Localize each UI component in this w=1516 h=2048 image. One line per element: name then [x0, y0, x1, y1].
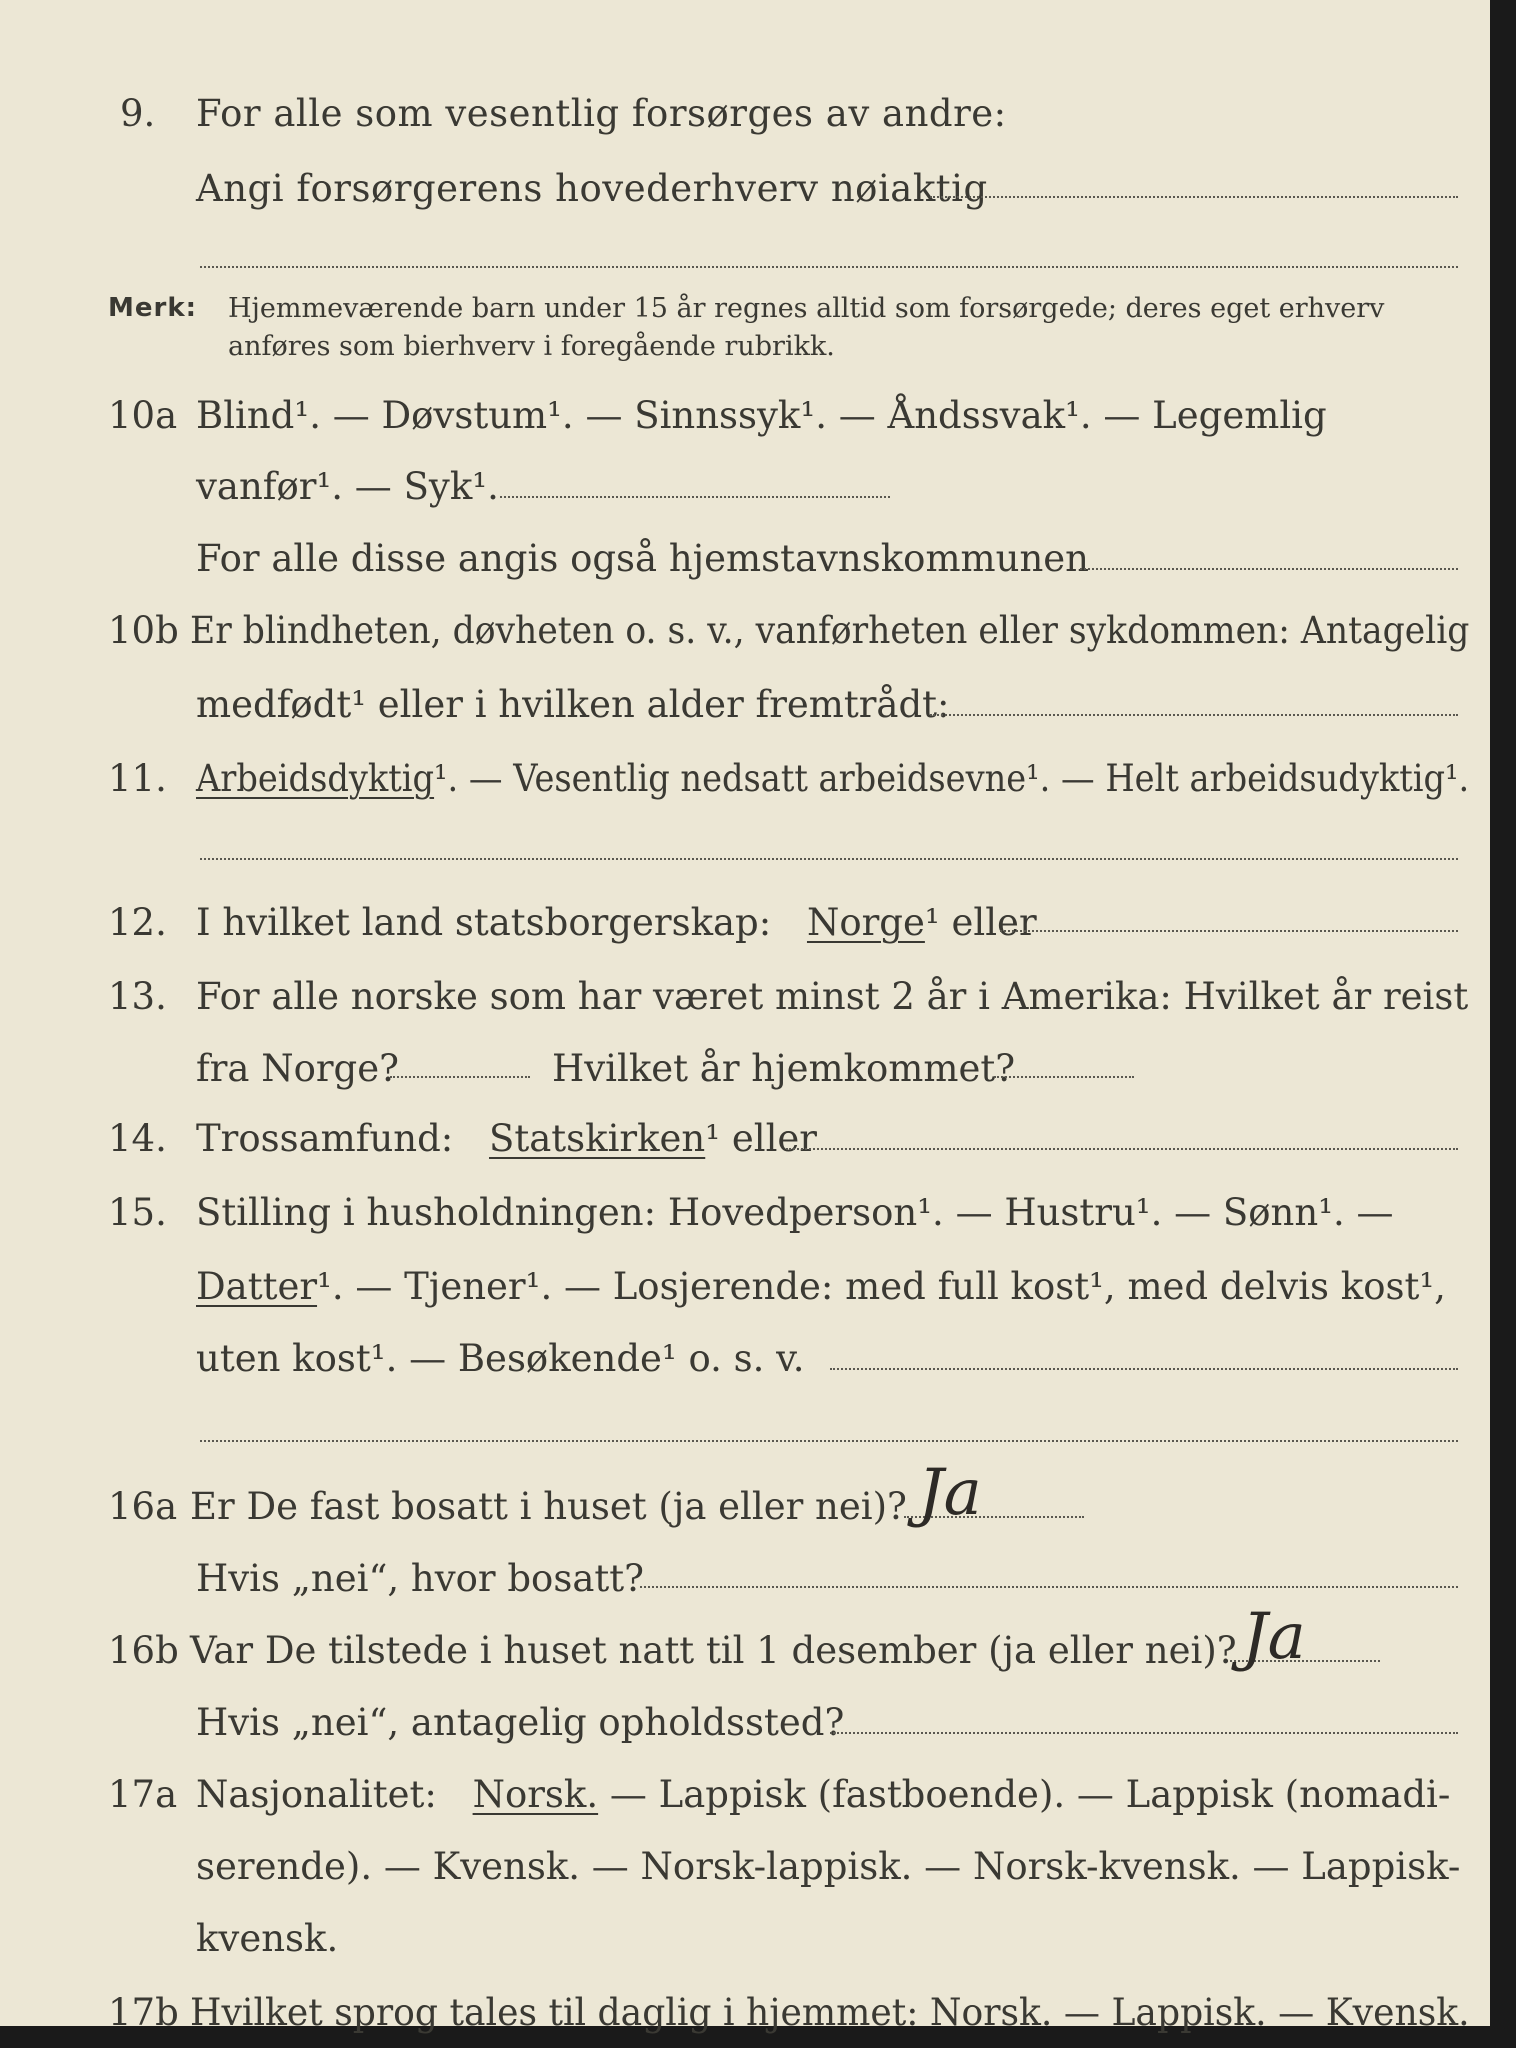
q9-line1: For alle som vesentlig forsørges av andre: — [196, 92, 1007, 135]
q16a-line1: Er De fast bosatt i huset (ja eller nei)? — [190, 1485, 907, 1528]
q17b-number: 17b — [108, 1991, 179, 2034]
q13-line2a: fra Norge? — [196, 1047, 399, 1090]
q17a-pre: Nasjonalitet: — [196, 1773, 437, 1816]
merk-line2: anføres som bierhverv i foregående rubrikk. — [228, 331, 835, 362]
q12-text — [196, 901, 1037, 944]
q16b-line2: Hvis „nei“, antagelig opholdssted? — [196, 1701, 845, 1744]
q12-answer-line — [1000, 930, 1458, 932]
q17a-line1-rest: — Lappisk (fastboende). — Lappisk (nomadi- — [609, 1773, 1451, 1816]
q12-number: 12. — [108, 901, 167, 944]
q10a-municipality-line — [1080, 568, 1458, 570]
q17b-line1: Hvilket sprog tales til daglig i hjemmet: Norsk. — Lappisk. — Kvensk. — [190, 1991, 1470, 2034]
q13-year-returned-answer-line — [994, 1076, 1134, 1078]
q13-line2b: Hvilket år hjemkommet? — [552, 1047, 1016, 1090]
merk-line1: Hjemmeværende barn under 15 år regnes alltid som forsørgede; deres eget erhverv — [228, 293, 1385, 324]
q17a-selected-option: Norsk. — [472, 1773, 599, 1816]
q17a-line3: kvensk. — [196, 1917, 339, 1960]
q10b-line2: medfødt¹ eller i hvilken alder fremtrådt: — [196, 683, 950, 726]
q12-post: ¹ eller — [924, 901, 1037, 944]
q13-line1: For alle norske som har været minst 2 år i Amerika: Hvilket år reist — [196, 975, 1469, 1018]
q16a-number: 16a — [108, 1485, 178, 1528]
q10b-number: 10b — [108, 609, 179, 652]
q14-text — [196, 1117, 817, 1160]
q16a-residence-answer-line — [640, 1586, 1458, 1588]
q10a-line1: Blind¹. — Døvstum¹. — Sinnssyk¹. — Åndssvak¹. — Legemlig — [196, 394, 1327, 437]
q16b-handwritten-answer: Ja — [1242, 1600, 1306, 1674]
q16a-line2: Hvis „nei“, hvor bosatt? — [196, 1557, 644, 1600]
q11-rest: ¹. — Vesentlig nedsatt arbeidsevne¹. — Helt arbeidsudyktig¹. — [434, 757, 1470, 800]
q15-line1: Stilling i husholdningen: Hovedperson¹. — Hustru¹. — Sønn¹. — — [196, 1191, 1394, 1234]
q10a-sick-answer-line — [500, 496, 890, 498]
q15-line2-rest: ¹. — Tjener¹. — Losjerende: med full kost¹, med delvis kost¹, — [317, 1265, 1446, 1308]
q11-selected-option: Arbeidsdyktig — [196, 757, 435, 800]
q13-number: 13. — [108, 975, 167, 1018]
q15-line3: uten kost¹. — Besøkende¹ o. s. v. — [196, 1337, 805, 1380]
q9-answer-line-2 — [200, 266, 1458, 268]
q15-line2 — [196, 1265, 1446, 1308]
q10a-line3: For alle disse angis også hjemstavnskommunen — [196, 537, 1090, 580]
q12-pre: I hvilket land statsborgerskap: — [196, 901, 772, 944]
q16b-whereabouts-answer-line — [830, 1732, 1458, 1734]
q11-answer-line — [200, 858, 1458, 860]
q11-number: 11. — [108, 757, 167, 800]
q15-number: 15. — [108, 1191, 167, 1234]
q11-text — [196, 757, 1470, 800]
q17a-line2: serende). — Kvensk. — Norsk-lappisk. — Norsk-kvensk. — Lappisk- — [196, 1845, 1461, 1888]
q14-number: 14. — [108, 1117, 167, 1160]
q16b-line1: Var De tilstede i huset natt til 1 desember (ja eller nei)? — [190, 1629, 1237, 1672]
q14-answer-line — [786, 1148, 1458, 1150]
q17a-line1 — [196, 1773, 1451, 1816]
q10b-line1: Er blindheten, døvheten o. s. v., vanførheten eller sykdommen: Antagelig — [190, 609, 1470, 652]
q9-number: 9. — [120, 92, 156, 135]
q10b-answer-line — [930, 714, 1458, 716]
q9-answer-line — [930, 196, 1458, 198]
q15-answer-line — [830, 1368, 1458, 1370]
q14-post: ¹ eller — [705, 1117, 817, 1160]
q15-selected-option: Datter — [196, 1265, 318, 1308]
q10a-number: 10a — [108, 394, 178, 437]
q13-year-left-answer-line — [390, 1076, 530, 1078]
merk-label: Merk: — [108, 293, 198, 323]
q14-pre: Trossamfund: — [196, 1117, 454, 1160]
q15-answer-line-2 — [200, 1440, 1458, 1442]
q16b-number: 16b — [108, 1629, 179, 1672]
q17a-number: 17a — [108, 1773, 178, 1816]
q14-selected-option: Statskirken — [489, 1117, 706, 1160]
q9-line2: Angi forsørgerens hovederhverv nøiaktig — [196, 167, 988, 210]
q10a-line2: vanfør¹. — Syk¹. — [196, 465, 499, 508]
q12-selected-option: Norge — [806, 901, 925, 944]
q16a-handwritten-answer: Ja — [918, 1456, 982, 1530]
